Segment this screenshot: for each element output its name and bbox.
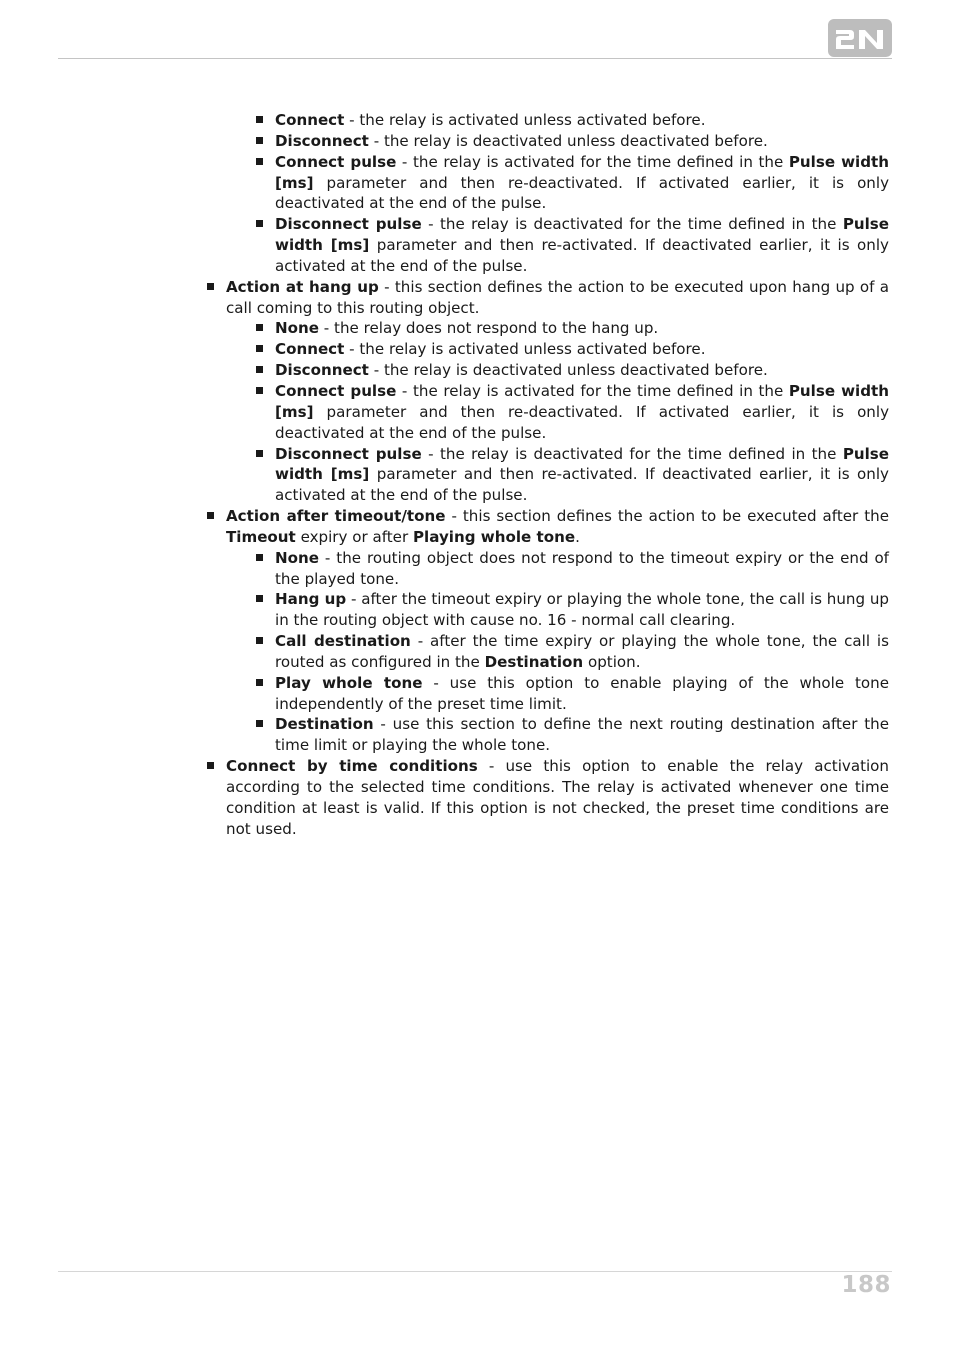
term: Pulse width [ms] — [275, 381, 889, 421]
time-conditions-section — [226, 756, 889, 839]
description: - the relay is activated unless activated before. — [344, 340, 706, 359]
description: parameter and then re-deactivated. If activated earlier, it is only deactivated at the end of the pulse. — [275, 173, 889, 213]
term: Disconnect — [275, 131, 369, 150]
term: Pulse width [ms] — [275, 215, 890, 255]
term: Connect pulse — [275, 381, 397, 400]
description: - the relay is deactivated for the time defined in the — [421, 215, 843, 234]
description: - the relay is deactivated unless deactivated before. — [368, 361, 768, 380]
term: Action after timeout/tone — [226, 507, 446, 526]
header-divider — [58, 58, 892, 59]
hangup-section — [226, 277, 889, 506]
term: Destination — [484, 652, 584, 671]
list-item — [275, 673, 889, 715]
list-item — [275, 381, 889, 444]
description: . — [575, 527, 580, 546]
term: Connect by time conditions — [226, 757, 478, 776]
description: parameter and then re-activated. If deactivated earlier, it is only activated at the end of the pulse. — [275, 465, 889, 505]
description: expiry or after — [295, 527, 413, 546]
description: - the relay is deactivated unless deactivated before. — [368, 131, 768, 150]
term: None — [275, 548, 319, 567]
list-item — [275, 214, 889, 277]
hangup-options — [226, 318, 889, 506]
list-item — [275, 444, 889, 507]
term: None — [275, 319, 319, 338]
term: Disconnect pulse — [275, 444, 422, 463]
term: Pulse width [ms] — [275, 444, 890, 484]
list-item — [275, 131, 889, 152]
parameter-list — [0, 277, 954, 840]
footer-divider — [58, 1271, 892, 1272]
term: Action at hang up — [226, 277, 379, 296]
term: Connect — [275, 340, 345, 359]
description: - after the time expiry or playing the whole tone, the call is routed as configured in the — [275, 632, 889, 671]
term: Hang up — [275, 590, 347, 609]
term: Play whole tone — [275, 673, 423, 692]
term: Call destination — [275, 632, 411, 651]
relay-action-list — [0, 110, 954, 277]
description: - the relay does not respond to the hang up. — [318, 319, 659, 338]
term: Pulse width [ms] — [275, 152, 889, 192]
term: Playing whole tone — [412, 527, 576, 546]
term: Disconnect pulse — [275, 215, 422, 234]
document-body — [0, 110, 954, 840]
list-item — [275, 339, 889, 360]
description: - use this option to enable playing of the whole tone independently of the preset time limit. — [275, 673, 889, 713]
description: - after the timeout expiry or playing the whole tone, the call is hung up in the routing object with cause no. 16 - normal call clearing. — [275, 590, 889, 630]
timeout-options — [226, 548, 889, 756]
2n-logo — [828, 19, 892, 57]
list-item — [275, 360, 889, 381]
description: parameter and then re-activated. If deactivated earlier, it is only activated at the end of the pulse. — [275, 236, 889, 275]
description: - the relay is activated for the time defined in the — [396, 381, 789, 400]
description: - use this option to enable the relay activation according to the selected time conditions. The relay is activated whenever one time condition at least is valid. If this option is not checked, the preset time conditions are not used. — [226, 757, 889, 838]
list-item — [275, 714, 889, 756]
list-item — [275, 589, 889, 631]
term: Connect pulse — [275, 152, 397, 171]
list-item — [275, 548, 889, 590]
list-item — [275, 152, 889, 215]
list-item — [275, 110, 889, 131]
description: - the relay is deactivated for the time defined in the — [421, 444, 843, 463]
description: - this section defines the action to be executed after the — [445, 507, 889, 526]
list-item — [275, 318, 889, 339]
description: - this section defines the action to be executed upon hang up of a call coming to this routing object. — [226, 277, 889, 317]
description: - the routing object does not respond to the timeout expiry or the end of the played tone. — [275, 548, 889, 588]
description: - the relay is activated for the time defined in the — [396, 152, 789, 171]
description: option. — [583, 652, 641, 671]
list-item — [275, 631, 889, 673]
page-number: 188 — [841, 1272, 891, 1298]
term: Disconnect — [275, 361, 369, 380]
description: - the relay is activated unless activated before. — [344, 111, 706, 129]
description: parameter and then re-deactivated. If activated earlier, it is only deactivated at the end of the pulse. — [275, 402, 889, 442]
term: Timeout — [226, 527, 296, 546]
term: Destination — [275, 715, 374, 734]
description: - use this section to define the next routing destination after the time limit or playing the whole tone. — [275, 715, 889, 755]
timeout-section — [226, 506, 889, 756]
term: Connect — [275, 111, 345, 129]
